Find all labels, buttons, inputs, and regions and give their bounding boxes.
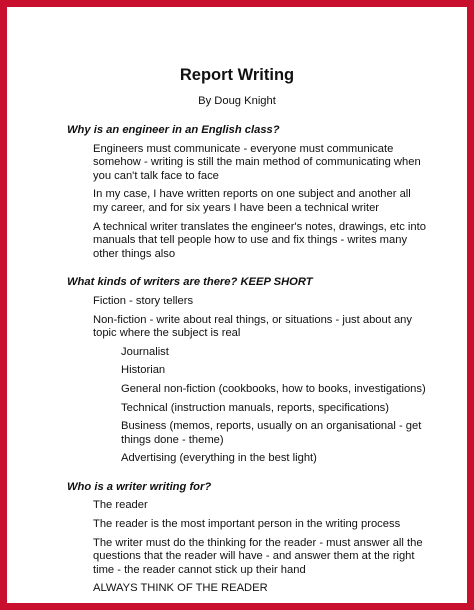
sub-paragraph: Advertising (everything in the best light) xyxy=(121,452,317,465)
paragraph: In my case, I have written reports on one subject and another all my career, and for six years I have been a technical writer xyxy=(93,188,411,214)
document-author: By Doug Knight xyxy=(198,95,276,107)
section-heading: Why is an engineer in an English class? xyxy=(67,124,280,136)
section-heading: Who is a writer writing for? xyxy=(67,480,212,493)
document-title: Report Writing xyxy=(179,66,295,84)
paragraph: Non-fiction - write about real things, or situations - just about any topic where the subject is real xyxy=(93,313,413,340)
paragraph: A technical writer translates the engineer's notes, drawings, etc into manuals that tell people how to use and fix things - writes many other things also xyxy=(93,220,426,260)
section-heading: What kinds of writers are there? KEEP SHORT xyxy=(67,276,313,289)
paragraph: The writer must do the thinking for the reader - must answer all the questions that the reader will have - and answer them at the right time - the reader cannot stick up their hand xyxy=(93,536,423,576)
document-page xyxy=(14,14,460,596)
document-body xyxy=(67,124,427,596)
sub-paragraph: Technical (instruction manuals, reports, specifications) xyxy=(121,401,389,414)
sub-paragraph: General non-fiction (cookbooks, how to books, investigations) xyxy=(121,382,426,395)
paragraph: The reader xyxy=(93,499,148,512)
paragraph: Engineers must communicate - everyone must communicate somehow - writing is still the main method of communicating when you can't talk face to face xyxy=(93,142,421,182)
sub-paragraph: Historian xyxy=(121,364,166,377)
paragraph: The reader is the most important person in the writing process xyxy=(93,518,401,531)
sub-paragraph: Business (memos, reports, usually on an organisational - get things done - theme) xyxy=(121,420,422,446)
sub-paragraph: Journalist xyxy=(121,345,169,358)
paragraph: ALWAYS THINK OF THE READER xyxy=(93,582,268,595)
section-spacer xyxy=(67,471,427,481)
paragraph: Fiction - story tellers xyxy=(93,294,194,307)
section-spacer xyxy=(67,266,427,276)
